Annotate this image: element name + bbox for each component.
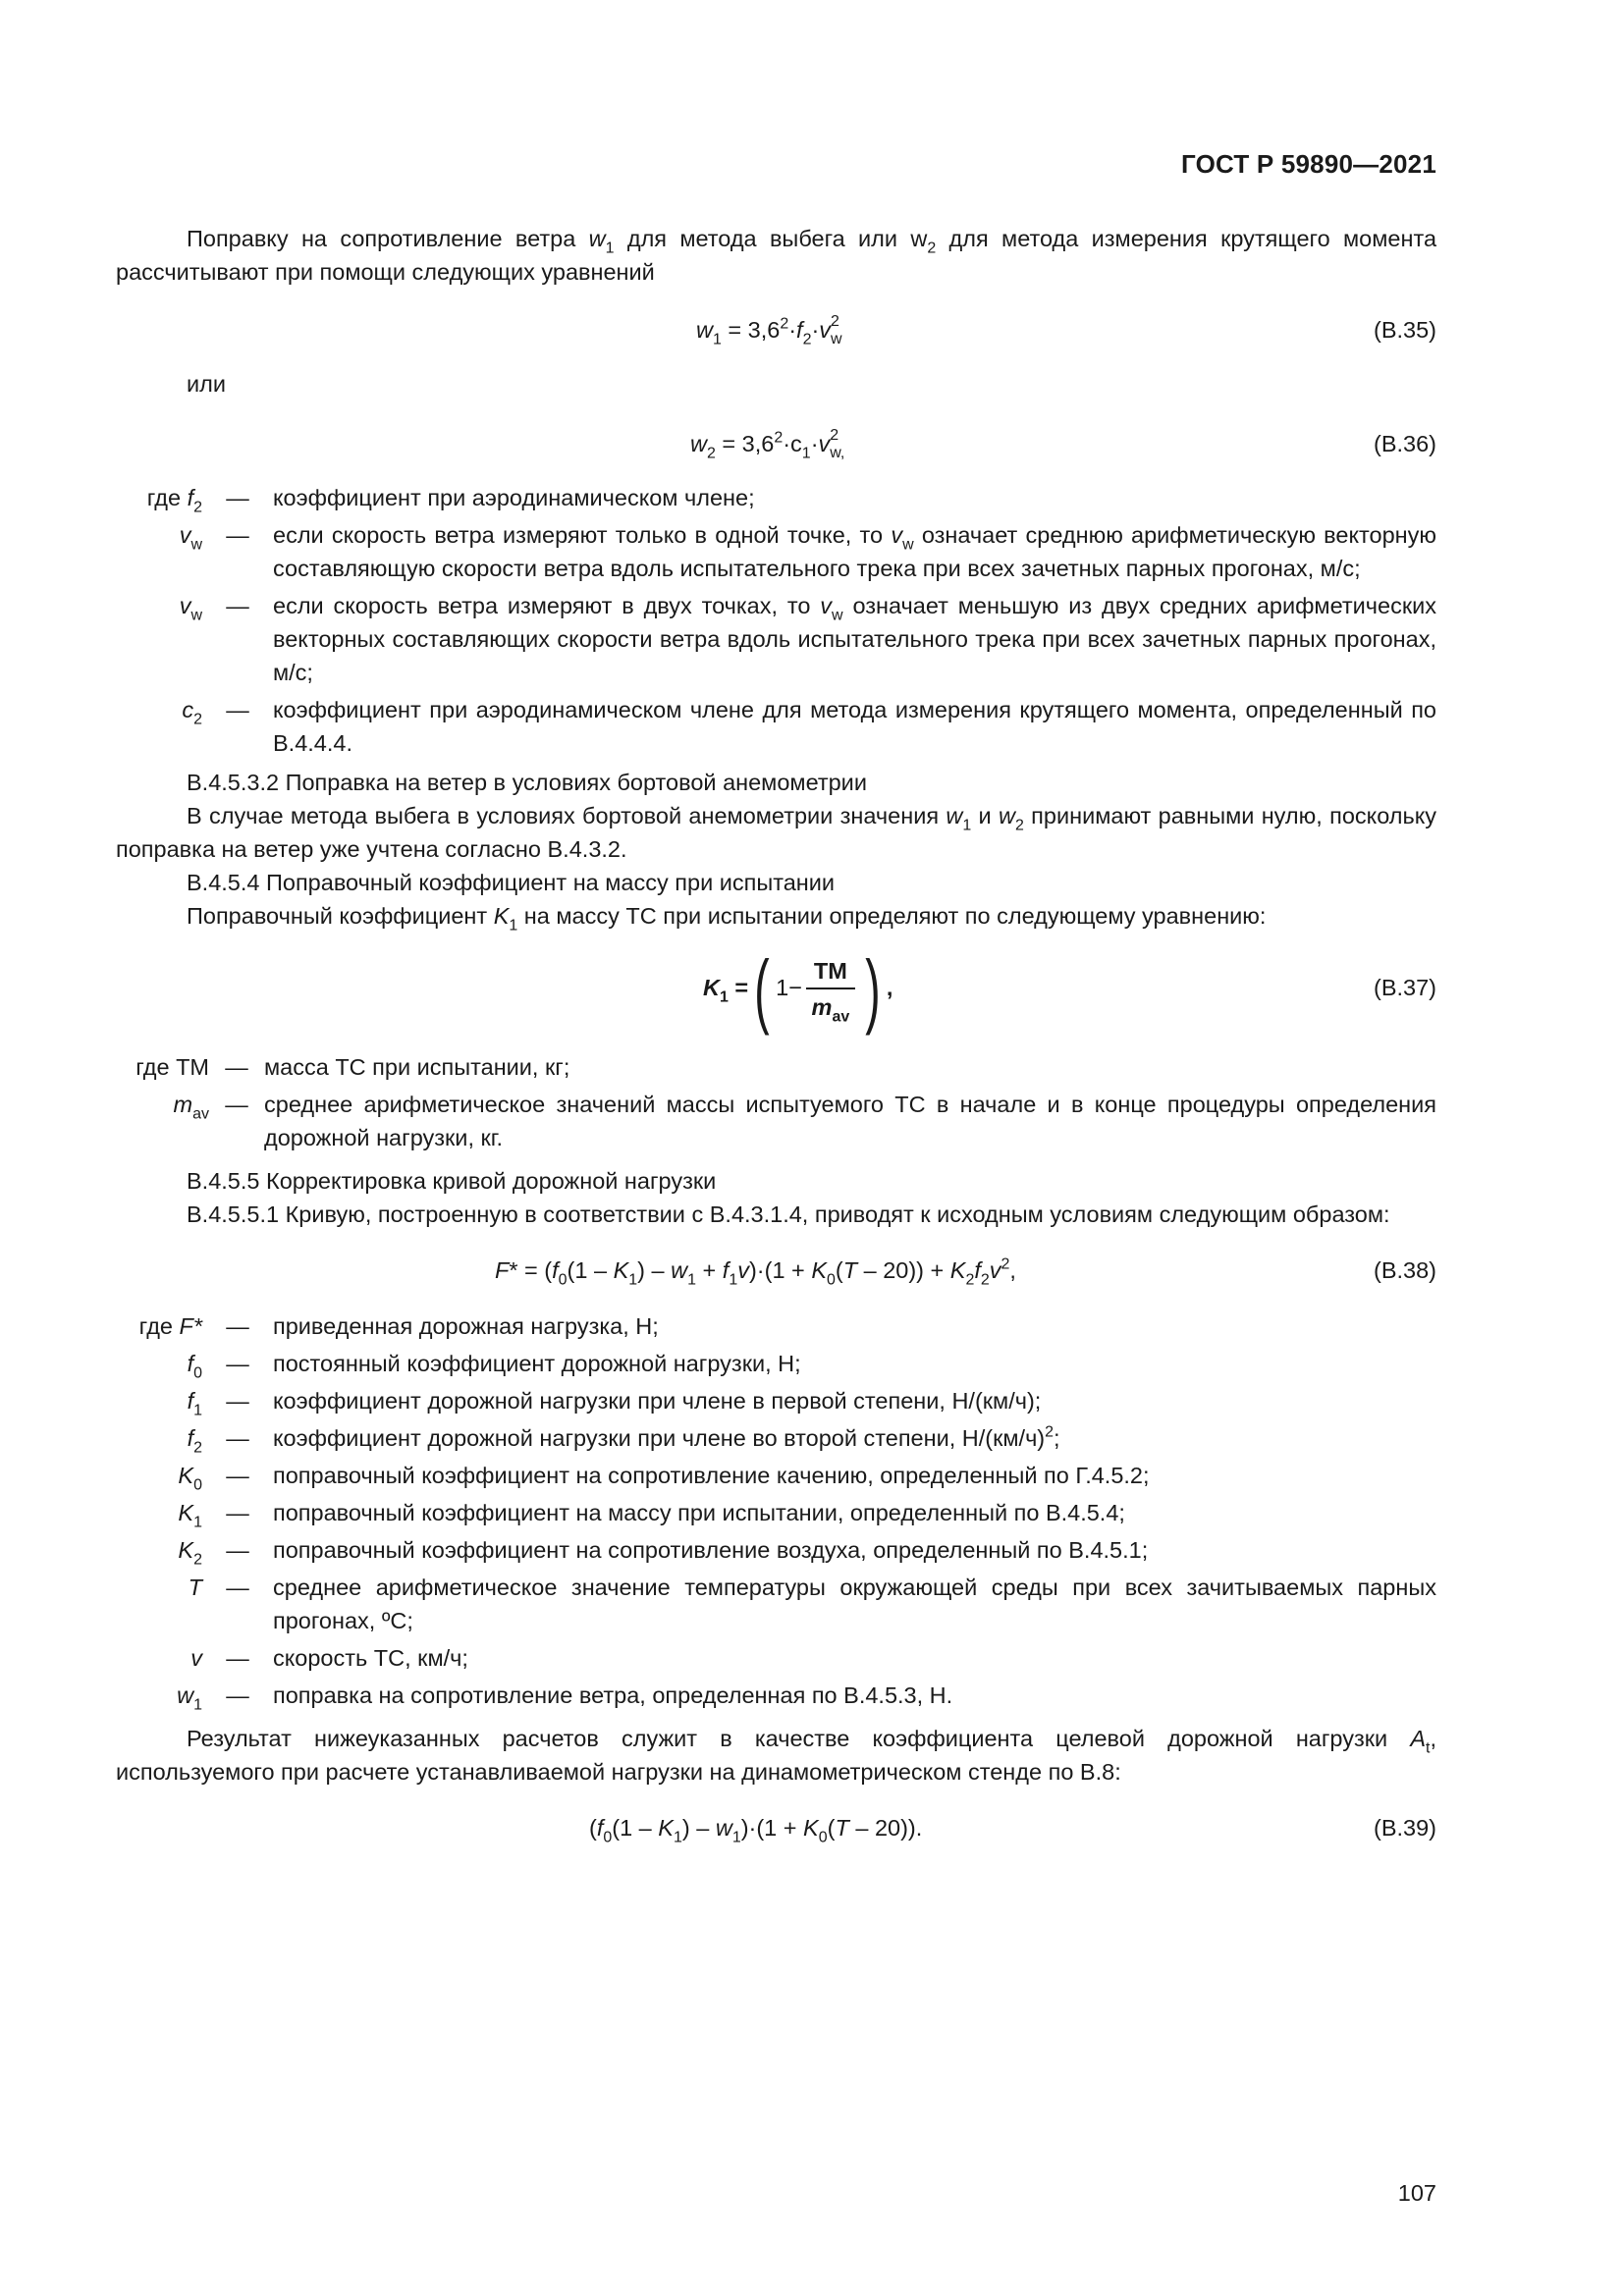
definition-dash: — (226, 1575, 249, 1600)
equation-b39-formula: $(f_0(1 - K_1) - w_1)\cdot(1 + K_0(T - 20))$. (589, 1815, 923, 1846)
definition-symbol: $v_w$ (179, 593, 202, 624)
definition-text: приведенная дорожная нагрузка, Н; (273, 1313, 659, 1339)
definition-row (116, 1384, 1436, 1417)
page-body (116, 222, 1436, 1861)
definition-symbol: $f_0$ (187, 1351, 202, 1382)
definition-dash: — (226, 593, 249, 618)
definition-symbol: T (188, 1575, 202, 1600)
section-b4551-text: В.4.5.5.1 Кривую, построенную в соответствии с В.4.3.1.4, приводят к исходным условиям следующим образом: (187, 1201, 1390, 1227)
result-paragraph: Результат нижеуказанных расчетов служит в качестве коэффициента целевой дорожной нагрузки $A_t$, используемого при расчете устанавливаемой нагрузки на динамометрическом стенде по В.8: (116, 1726, 1436, 1785)
equation-b35-number: (В.35) (1374, 317, 1436, 343)
definition-dash: — (226, 1645, 249, 1671)
definition-text: если скорость ветра измеряют только в одной точке, то $v_w$ означает среднюю арифметическую векторную составляющую скорости ветра вдоль испытательного трека при всех зачетных парных прогонах, м/с; (273, 522, 1436, 581)
definition-symbol: $w_1$ (177, 1682, 202, 1714)
definition-symbol: $c_2$ (182, 697, 202, 728)
definition-text: постоянный коэффициент дорожной нагрузки, Н; (273, 1351, 801, 1376)
definition-symbol: $v_w$ (179, 522, 202, 554)
definition-text: коэффициент дорожной нагрузки при члене во второй степени, $Н/(км/ч)^2$; (273, 1423, 1060, 1451)
equation-b37-number: (В.37) (1374, 975, 1436, 1000)
definition-row (116, 1088, 1436, 1154)
equation-b36-number: (В.36) (1374, 431, 1436, 456)
definition-text: среднее арифметическое значение температуры окружающей среды при всех зачитываемых парных прогонах, ºС; (273, 1575, 1436, 1633)
definition-text: поправочный коэффициент на сопротивление качению, определенный по Г.4.5.2; (273, 1463, 1150, 1488)
standard-header: ГОСТ Р 59890—2021 (1181, 149, 1436, 179)
definition-dash: — (225, 1092, 248, 1117)
definition-row (116, 1496, 1436, 1529)
definition-row (116, 589, 1436, 689)
definition-text: среднее арифметическое значений массы испытуемого ТС в начале и в конце процедуры определения дорожной нагрузки, кг. (264, 1092, 1436, 1150)
definition-text: коэффициент при аэродинамическом члене для метода измерения крутящего момента, определенный по В.4.4.4. (273, 697, 1436, 756)
intro-paragraph: Поправку на сопротивление ветра $w_1$ для метода выбега или $w_2$ для метода измерения крутящего момента рассчитывают при помощи следующих уравнений (116, 226, 1437, 285)
definition-symbol: $K_1$ (178, 1500, 202, 1531)
definition-row (116, 1679, 1436, 1712)
definition-text: коэффициент дорожной нагрузки при члене в первой степени, Н/(км/ч); (273, 1388, 1042, 1414)
page-number: 107 (1397, 2180, 1436, 2206)
section-b454-title: В.4.5.4 Поправочный коэффициент на массу при испытании (187, 870, 836, 895)
equation-b38-formula: $F* = (f_0(1 - K_1) - w_1 + f_1v)\cdot(1 + K_0(T - 20)) + K_2f_2v^2$, (495, 1255, 1016, 1289)
definition-dash: — (226, 1388, 249, 1414)
equation-b36 (116, 424, 1436, 463)
equation-b38-number: (В.38) (1374, 1257, 1436, 1283)
equation-b35-formula: $w_1 = 3,6^2\cdot f_2\cdot v$ 2 w (696, 313, 842, 348)
definition-row (116, 518, 1436, 585)
definition-symbol: где $f_2$ (146, 485, 202, 516)
definition-row (116, 1533, 1436, 1567)
equation-b35 (116, 310, 1436, 349)
definition-dash: — (226, 697, 249, 722)
definition-text: если скорость ветра измеряют в двух точках, то $v_w$ означает меньшую из двух средних арифметических векторных составляющих скорости ветра вдоль испытательного трека при всех зачетных парных прогонах, м/с; (273, 593, 1436, 685)
definition-text: поправка на сопротивление ветра, определенная по В.4.5.3, Н. (273, 1682, 953, 1708)
definitions-b38 (116, 1309, 1436, 1712)
section-b4532-text: В случае метода выбега в условиях бортовой анемометрии значения $w_1$ и $w_2$ принимают равными нулю, поскольку поправка на ветер уже учтена согласно В.4.3.2. (116, 803, 1436, 862)
definition-text: поправочный коэффициент на массу при испытании, определенный по В.4.5.4; (273, 1500, 1125, 1525)
definition-row (116, 1459, 1436, 1492)
section-b455-title: В.4.5.5 Корректировка кривой дорожной нагрузки (187, 1168, 717, 1194)
definition-symbol: $K_2$ (178, 1537, 202, 1569)
definition-text: коэффициент при аэродинамическом члене; (273, 485, 755, 510)
section-b4532-title: В.4.5.3.2 Поправка на ветер в условиях бортовой анемометрии (187, 770, 867, 795)
equation-b38 (116, 1251, 1436, 1290)
definition-row (116, 1309, 1436, 1343)
definition-row (116, 1421, 1436, 1455)
equation-b39 (116, 1808, 1436, 1847)
definition-row (116, 1641, 1436, 1675)
definition-symbol: $f_1$ (187, 1388, 202, 1419)
definition-row (116, 1571, 1436, 1637)
definition-dash: — (226, 485, 249, 510)
definition-row (116, 1347, 1436, 1380)
definition-dash: — (226, 1351, 249, 1376)
definitions-b37 (116, 1050, 1436, 1154)
definition-symbol: v (190, 1645, 202, 1671)
or-text: или (187, 371, 226, 397)
definition-symbol: $m_{av}$ (173, 1092, 209, 1123)
definition-symbol: где ТМ (135, 1054, 209, 1080)
equation-b39-number: (В.39) (1374, 1815, 1436, 1841)
definition-dash: — (226, 1313, 249, 1339)
equation-b37-formula: $K_1$ =( 1− $\frac{ТМ}{m_{av}}$ ) , (703, 942, 893, 1036)
definition-dash: — (225, 1054, 248, 1080)
definition-dash: — (226, 1537, 249, 1563)
definition-text: масса ТС при испытании, кг; (264, 1054, 570, 1080)
definition-text: поправочный коэффициент на сопротивление воздуха, определенный по В.4.5.1; (273, 1537, 1149, 1563)
definition-dash: — (226, 1425, 249, 1451)
definition-symbol: где F* (138, 1313, 202, 1339)
definition-dash: — (226, 1682, 249, 1708)
definition-text: скорость ТС, км/ч; (273, 1645, 468, 1671)
definition-row (116, 1050, 1436, 1084)
equation-b36-formula: $w_2 = 3,6^2\cdot c_1\cdot v$ 2 w, (690, 427, 845, 462)
definition-symbol: $f_2$ (187, 1425, 202, 1457)
equation-b37 (116, 938, 1436, 1037)
definition-dash: — (226, 1463, 249, 1488)
definitions-b35-b36 (116, 481, 1436, 760)
definition-row (116, 481, 1436, 514)
definition-symbol: $K_0$ (178, 1463, 202, 1494)
definition-row (116, 693, 1436, 760)
section-b454-text: Поправочный коэффициент $K_1$ на массу ТС при испытании определяют по следующему уравнению: (187, 903, 1267, 934)
definition-dash: — (226, 522, 249, 548)
definition-dash: — (226, 1500, 249, 1525)
